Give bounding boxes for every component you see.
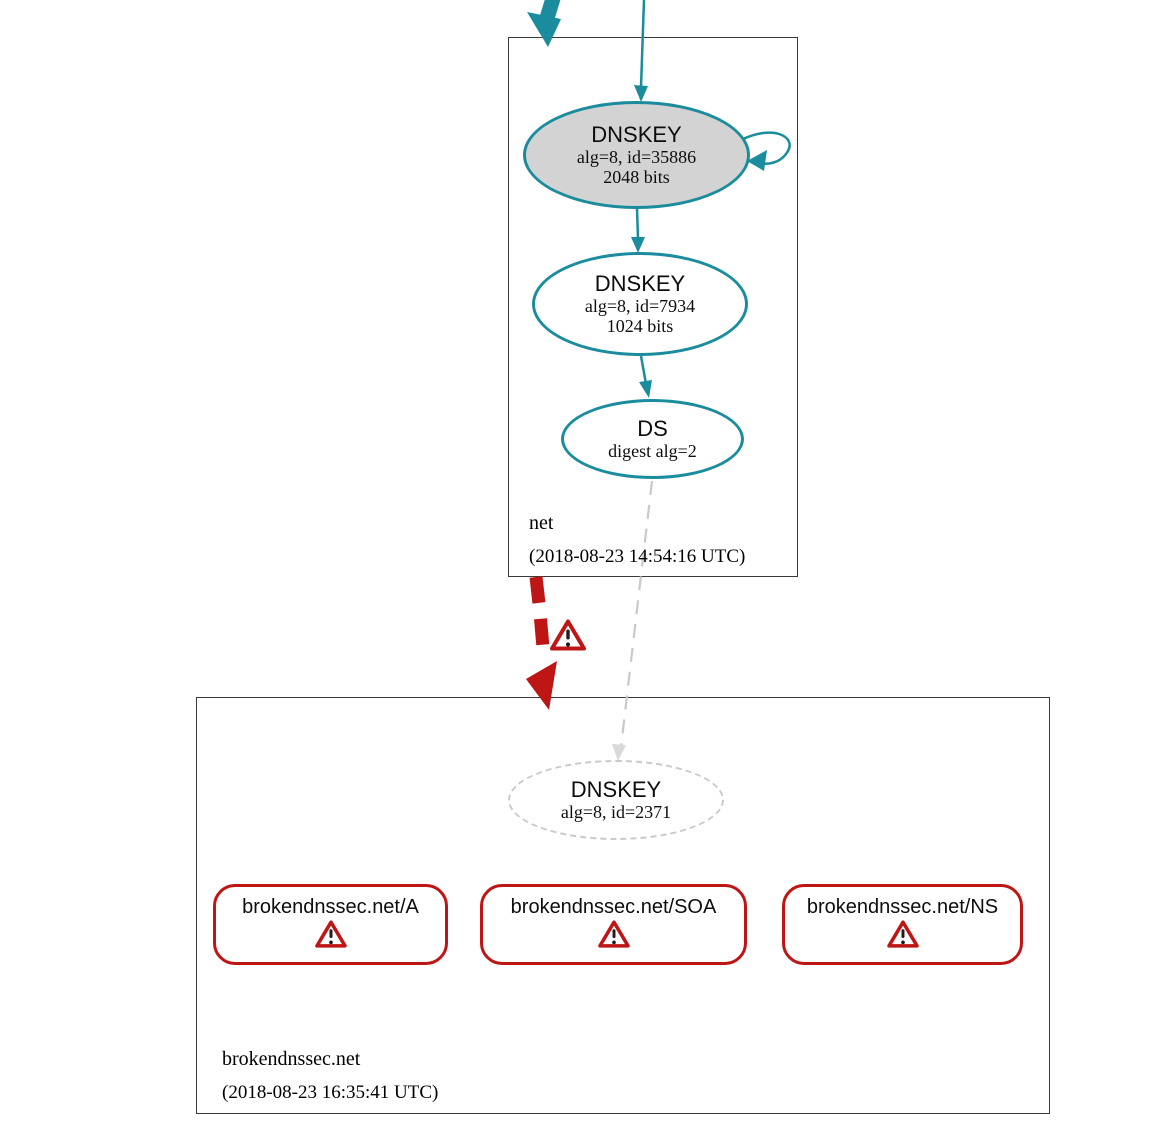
zone-label-net: net [529,512,554,534]
node-title: DNSKEY [591,122,682,147]
node-title: DS [637,416,668,441]
node-detail-bits: 2048 bits [603,167,670,187]
rrset-label: brokendnssec.net/NS [806,895,999,918]
rrset-node-brokendnssec-net-ns[interactable] [782,884,1023,965]
node-detail-alg-id: alg=8, id=35886 [576,147,697,167]
rrset-label: brokendnssec.net/SOA [510,895,717,918]
node-ds-net[interactable] [561,399,744,479]
rrset-node-brokendnssec-net-a[interactable] [213,884,448,965]
rrset-label: brokendnssec.net/A [242,895,419,918]
node-dnskey-ksk-net[interactable] [523,101,750,209]
zone-timestamp-net: (2018-08-23 14:54:16 UTC) [529,546,746,567]
zone-timestamp-brokendnssec-net: (2018-08-23 16:35:41 UTC) [222,1082,439,1103]
node-title: DNSKEY [594,271,686,296]
rrset-node-brokendnssec-net-soa[interactable] [480,884,747,965]
node-detail-alg-id: alg=8, id=7934 [584,296,696,316]
node-detail-digest: digest alg=2 [608,441,697,461]
node-detail-alg-id: alg=8, id=2371 [560,802,672,822]
node-detail-bits: 1024 bits [606,316,674,336]
node-dnskey-brokendnssec-net[interactable] [508,760,724,840]
node-dnskey-zsk-net[interactable] [532,252,748,356]
zone-label-brokendnssec-net: brokendnssec.net [222,1048,361,1070]
warning-icon [887,920,919,954]
warning-icon [598,920,630,954]
warning-icon [315,920,347,954]
warning-icon [550,619,586,656]
node-title: DNSKEY [570,777,662,802]
